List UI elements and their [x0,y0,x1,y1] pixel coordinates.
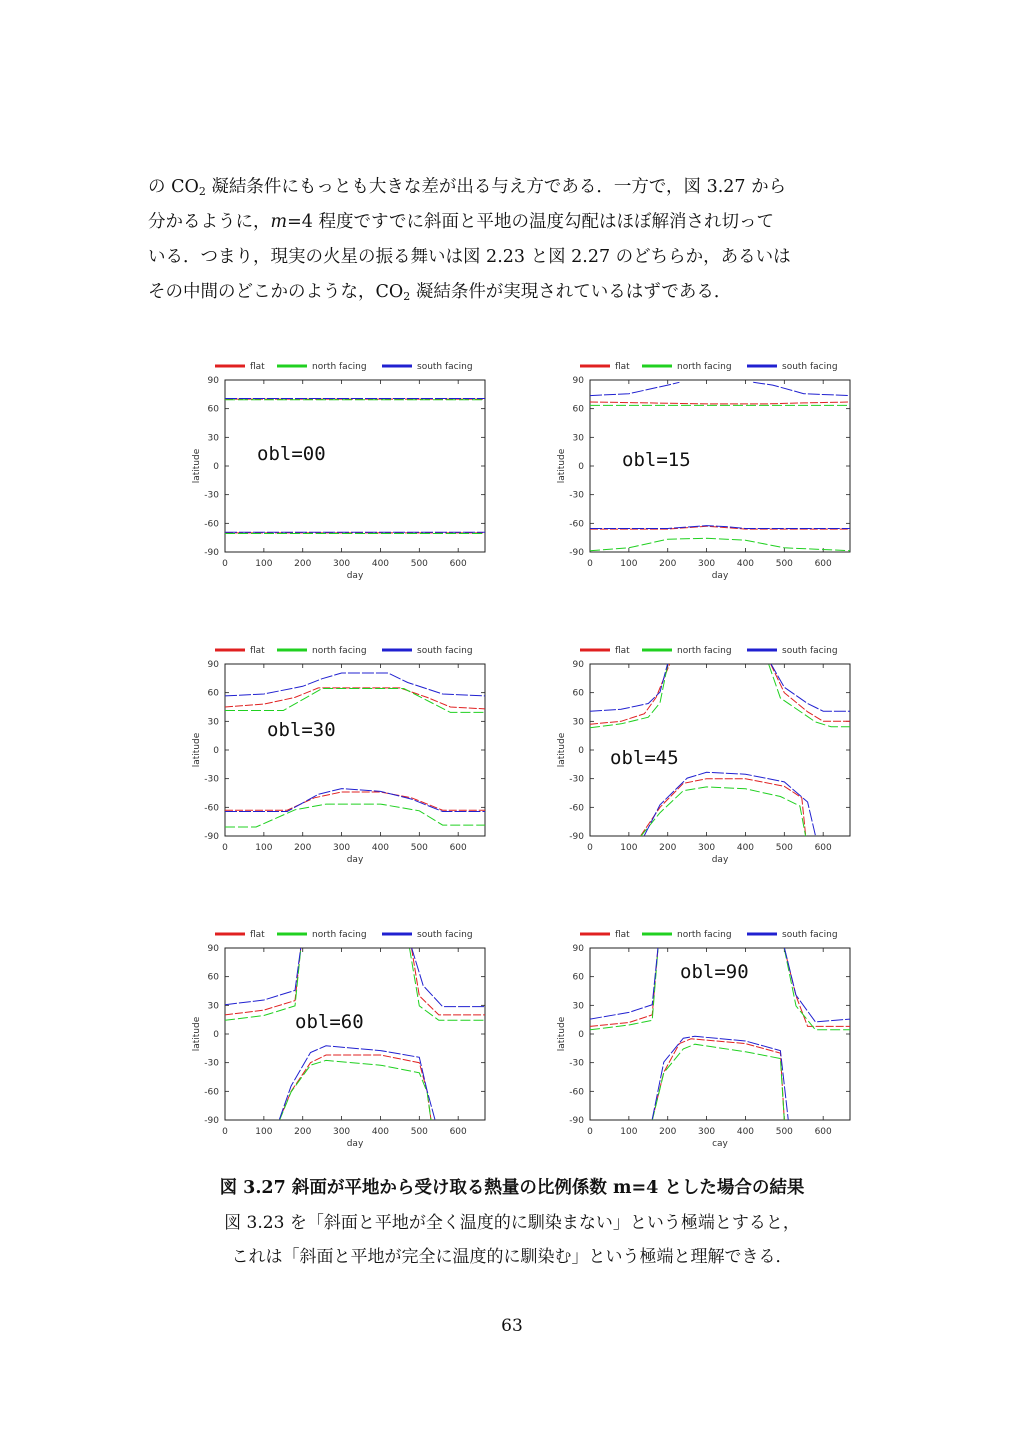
x-axis-label: day [346,1139,364,1149]
y-tick-label: -90 [204,1116,219,1126]
figure-caption-line: 図 3.23 を「斜面と平地が全く温度的に馴染まない」という極端とすると， [224,1213,800,1233]
body-paragraph [148,170,888,310]
series-line-flat [771,664,850,721]
x-tick-label: 600 [814,843,832,853]
chart-panel-obl00 [185,352,505,592]
series-line-north-facing [590,665,668,728]
obliquity-label: obl=60 [295,1011,364,1033]
y-tick-label: 30 [207,433,219,444]
series-group [225,399,485,534]
page-number: 63 [501,1316,523,1336]
legend-label: flat [250,362,265,372]
y-tick-label: 60 [207,688,219,699]
x-axis-label: day [711,571,729,581]
x-tick-label: 400 [371,1127,390,1137]
series-line-south-facing [652,1036,788,1119]
series-line-flat [784,948,850,1026]
text-line: いる．つまり，現実の火星の振る舞いは図 2.23 と図 2.27 のどちらか，あるいは [148,247,791,267]
plot-frame [225,380,485,552]
x-tick-label: 100 [620,1127,638,1137]
series-line-north-facing [652,1044,784,1120]
x-tick-label: 500 [775,1127,793,1137]
series-line-north-facing [769,665,850,727]
x-tick-label: 400 [371,843,390,853]
x-tick-label: 400 [736,1127,755,1137]
y-tick-label: 0 [213,1030,219,1040]
series-line-south-facing [590,947,658,1019]
text-line: その中間のどこかのような，$CO_2$ 凝結条件が実現されているはずである． [148,282,732,303]
x-axis-label: day [346,571,364,581]
x-tick-label: 0 [222,1127,228,1137]
obliquity-label: obl=15 [622,449,691,471]
legend-label: flat [615,646,630,656]
chart-svg [550,352,870,592]
legend-label: north facing [677,362,732,372]
x-tick-label: 0 [587,1127,593,1137]
x-tick-label: 600 [449,1127,467,1137]
x-tick-label: 100 [255,559,273,569]
series-line-flat [412,948,486,1015]
y-tick-label: -60 [569,1087,584,1098]
obliquity-label: obl=00 [257,443,326,465]
y-tick-label: 0 [578,746,584,756]
series-line-north-facing [225,689,485,713]
figure-caption-title: 図 3.27 斜面が平地から受け取る熱量の比例係数 m=4 とした場合の結果 [219,1178,805,1198]
y-tick-label: -60 [204,1087,219,1098]
x-axis-label: day [711,855,729,865]
x-tick-label: 200 [294,1127,312,1137]
legend-label: south facing [417,362,473,372]
obliquity-label: obl=30 [267,719,336,741]
x-tick-label: 300 [332,559,351,569]
y-tick-label: -90 [569,832,584,842]
chart-svg [185,920,505,1160]
legend-label: north facing [677,646,732,656]
chart-panel-obl90 [550,920,870,1160]
legend-label: north facing [312,646,367,656]
chart-svg [185,636,505,876]
x-tick-label: 500 [410,843,428,853]
y-tick-label: 90 [207,944,219,954]
series-line-north-facing [225,949,301,1021]
y-tick-label: -30 [204,1058,219,1069]
x-tick-label: 200 [659,559,677,569]
legend-label: south facing [782,646,838,656]
y-tick-label: -90 [204,548,219,558]
series-line-flat [641,779,806,836]
x-tick-label: 400 [371,559,390,569]
series-line-flat [652,1039,784,1120]
text-line: 分かるように，m=4 程度ですでに斜面と平地の温度勾配はほぼ解消され切って [148,212,774,232]
x-tick-label: 200 [659,843,677,853]
y-tick-label: -90 [569,548,584,558]
y-tick-label: 30 [572,717,584,728]
y-axis-label: latitude [557,448,567,484]
chart-panel-obl60 [185,920,505,1160]
x-tick-label: 500 [410,1127,428,1137]
x-tick-label: 500 [410,559,428,569]
chart-svg [550,920,870,1160]
y-tick-label: 90 [572,376,584,386]
y-axis-label: latitude [192,448,202,484]
series-line-flat [225,948,301,1015]
y-tick-label: 60 [572,688,584,699]
series-line-flat [590,948,658,1026]
y-tick-label: 30 [572,1001,584,1012]
y-axis-label: latitude [192,1016,202,1052]
x-tick-label: 0 [222,843,228,853]
y-axis-label: latitude [557,1016,567,1052]
figure-caption-line: これは「斜面と平地が完全に温度的に馴染む」という極端と理解できる． [231,1247,793,1267]
x-tick-label: 600 [449,559,467,569]
legend-label: flat [615,362,630,372]
x-tick-label: 100 [255,1127,273,1137]
chart-svg [185,352,505,592]
y-tick-label: -30 [569,774,584,785]
x-tick-label: 0 [587,559,593,569]
y-tick-label: 60 [207,404,219,415]
x-tick-label: 100 [620,559,638,569]
y-tick-label: 30 [207,1001,219,1012]
x-tick-label: 100 [620,843,638,853]
series-line-south-facing [412,947,486,1006]
series-line-flat [225,792,485,810]
chart-panel-obl45 [550,636,870,876]
y-tick-label: 0 [213,746,219,756]
x-tick-label: 100 [255,843,273,853]
x-axis-label: cay [712,1139,728,1149]
series-line-north-facing [279,1060,431,1120]
x-tick-label: 300 [697,843,716,853]
series-line-south-facing [279,1046,435,1120]
figure-grid [185,352,865,1152]
obliquity-label: obl=90 [680,961,749,983]
legend-label: south facing [782,930,838,940]
y-tick-label: -30 [204,774,219,785]
y-tick-label: 90 [207,660,219,670]
series-group [225,947,485,1120]
x-axis-label: day [346,855,364,865]
y-tick-label: 90 [572,660,584,670]
y-tick-label: 90 [207,376,219,386]
x-tick-label: 600 [449,843,467,853]
chart-svg [550,636,870,876]
legend-label: flat [615,930,630,940]
x-tick-label: 600 [814,559,832,569]
x-tick-label: 300 [332,843,351,853]
x-tick-label: 200 [659,1127,677,1137]
text-line: の $CO_2$ 凝結条件にもっとも大きな差が出る与え方である．一方で，図 3.27 から [148,177,787,198]
y-tick-label: -90 [569,1116,584,1126]
x-tick-label: 400 [736,559,755,569]
y-tick-label: 30 [207,717,219,728]
y-tick-label: -60 [569,803,584,814]
legend-label: flat [250,646,265,656]
series-line-north-facing [641,787,806,837]
series-line-flat [279,1055,431,1120]
y-tick-label: -60 [569,519,584,530]
x-tick-label: 400 [736,843,755,853]
y-axis-label: latitude [557,732,567,768]
chart-panel-obl15 [550,352,870,592]
y-tick-label: 0 [578,462,584,472]
series-line-south-facing [225,673,485,696]
series-line-flat [590,402,850,404]
x-tick-label: 200 [294,843,312,853]
series-line-south-facing [225,947,301,1004]
y-axis-label: latitude [192,732,202,768]
legend-label: south facing [417,930,473,940]
series-line-south-facing [590,382,679,395]
x-tick-label: 300 [332,1127,351,1137]
y-tick-label: 90 [572,944,584,954]
x-tick-label: 600 [814,1127,832,1137]
series-line-flat [225,688,485,709]
x-tick-label: 0 [587,843,593,853]
series-line-south-facing [590,663,668,711]
x-tick-label: 500 [775,843,793,853]
x-tick-label: 500 [775,559,793,569]
obliquity-label: obl=45 [610,747,679,769]
plot-frame [225,948,485,1120]
series-group [225,673,485,827]
legend-label: north facing [312,930,367,940]
x-tick-label: 200 [294,559,312,569]
y-tick-label: 30 [572,433,584,444]
legend-label: flat [250,930,265,940]
y-tick-label: 60 [207,972,219,983]
x-tick-label: 300 [697,1127,716,1137]
x-tick-label: 300 [697,559,716,569]
y-tick-label: 60 [572,404,584,415]
y-tick-label: -30 [204,490,219,501]
series-line-south-facing [753,382,850,395]
y-tick-label: -90 [204,832,219,842]
legend-label: south facing [782,362,838,372]
y-tick-label: 60 [572,972,584,983]
series-line-south-facing [784,947,850,1022]
legend-label: south facing [417,646,473,656]
chart-panel-obl30 [185,636,505,876]
series-line-north-facing [410,949,485,1021]
x-tick-label: 0 [222,559,228,569]
y-tick-label: -60 [204,803,219,814]
series-line-north-facing [225,804,485,827]
legend-label: north facing [312,362,367,372]
legend-label: north facing [677,930,732,940]
y-tick-label: -30 [569,490,584,501]
y-tick-label: 0 [578,1030,584,1040]
y-tick-label: -30 [569,1058,584,1069]
y-tick-label: 0 [213,462,219,472]
y-tick-label: -60 [204,519,219,530]
series-line-south-facing [771,663,850,711]
